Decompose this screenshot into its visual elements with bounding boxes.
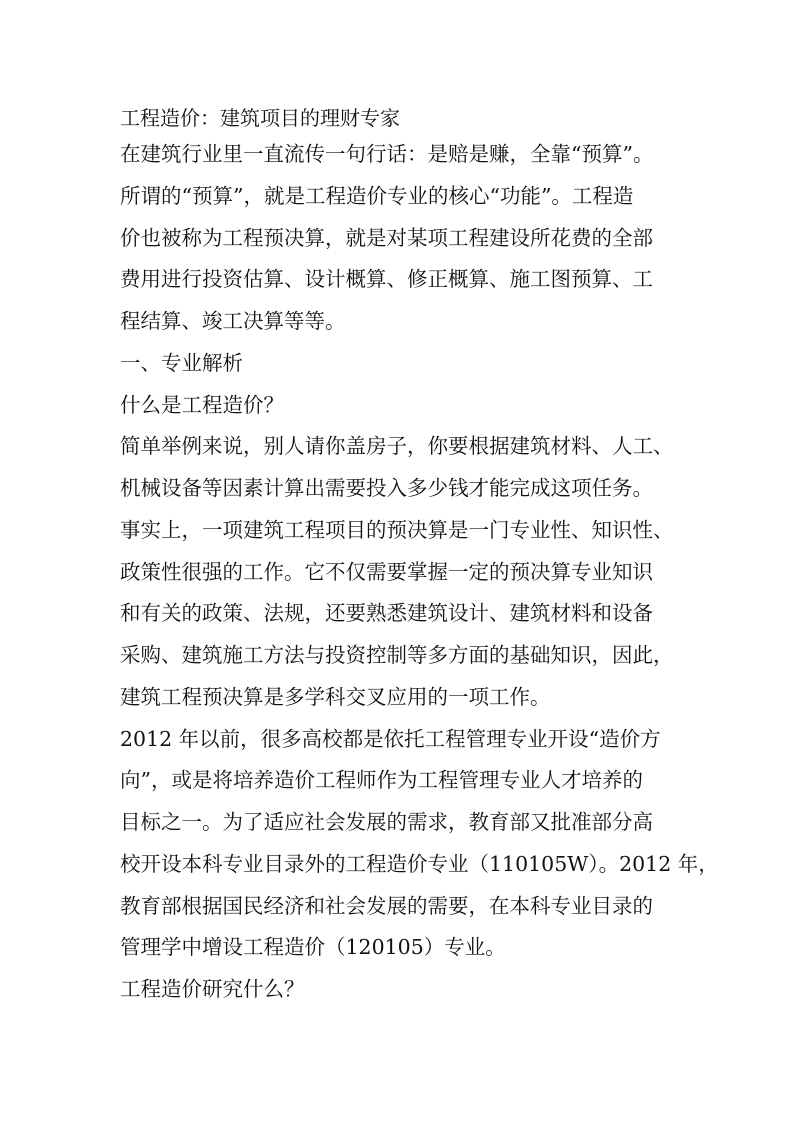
subheading: 工程造价研究什么？ [120,977,305,1001]
paragraph-line: 事实上，一项建筑工程项目的预决算是一门专业性、知识性、 [120,517,674,542]
paragraph-line: 和有关的政策、法规，还要熟悉建筑设计、建筑材料和设备 [120,601,653,626]
paragraph-line: 所谓的“预算”，就是工程造价专业的核心“功能”。工程造 [120,183,634,208]
paragraph-line: 程结算、竣工决算等等。 [120,309,346,333]
paragraph-line: 简单举例来说，别人请你盖房子，你要根据建筑材料、人工、 [120,434,674,459]
paragraph-line: 建筑工程预决算是多学科交叉应用的一项工作。 [120,684,551,709]
section-heading: 一、专业解析 [120,350,243,375]
paragraph-line: 2012 年以前，很多高校都是依托工程管理专业开设“造价方 [120,726,661,751]
paragraph-line: 采购、建筑施工方法与投资控制等多方面的基础知识，因此， [120,643,674,667]
paragraph-line: 在建筑行业里一直流传一句行话：是赔是赚，全靠“预算”。 [120,142,654,166]
paragraph-line: 费用进行投资估算、设计概算、修正概算、施工图预算、工 [120,267,653,292]
paragraph-line: 目标之一。为了适应社会发展的需求，教育部又批准部分高 [120,810,653,834]
subheading: 什么是工程造价？ [120,392,284,417]
paragraph-line: 价也被称为工程预决算，就是对某项工程建设所花费的全部 [120,225,653,250]
paragraph-line: 教育部根据国民经济和社会发展的需要，在本科专业目录的 [120,893,653,918]
document-title: 工程造价：建筑项目的理财专家 [120,106,400,130]
paragraph-line: 校开设本科专业目录外的工程造价专业（110105W）。2012 年， [120,851,719,876]
document-body [120,134,719,1011]
paragraph-line: 政策性很强的工作。它不仅需要掌握一定的预决算专业知识 [120,559,653,584]
paragraph-line: 向”，或是将培养造价工程师作为工程管理专业人才培养的 [120,768,643,793]
paragraph-line: 管理学中增设工程造价（120105）专业。 [120,935,506,960]
paragraph-line: 机械设备等因素计算出需要投入多少钱才能完成这项任务。 [120,476,653,500]
